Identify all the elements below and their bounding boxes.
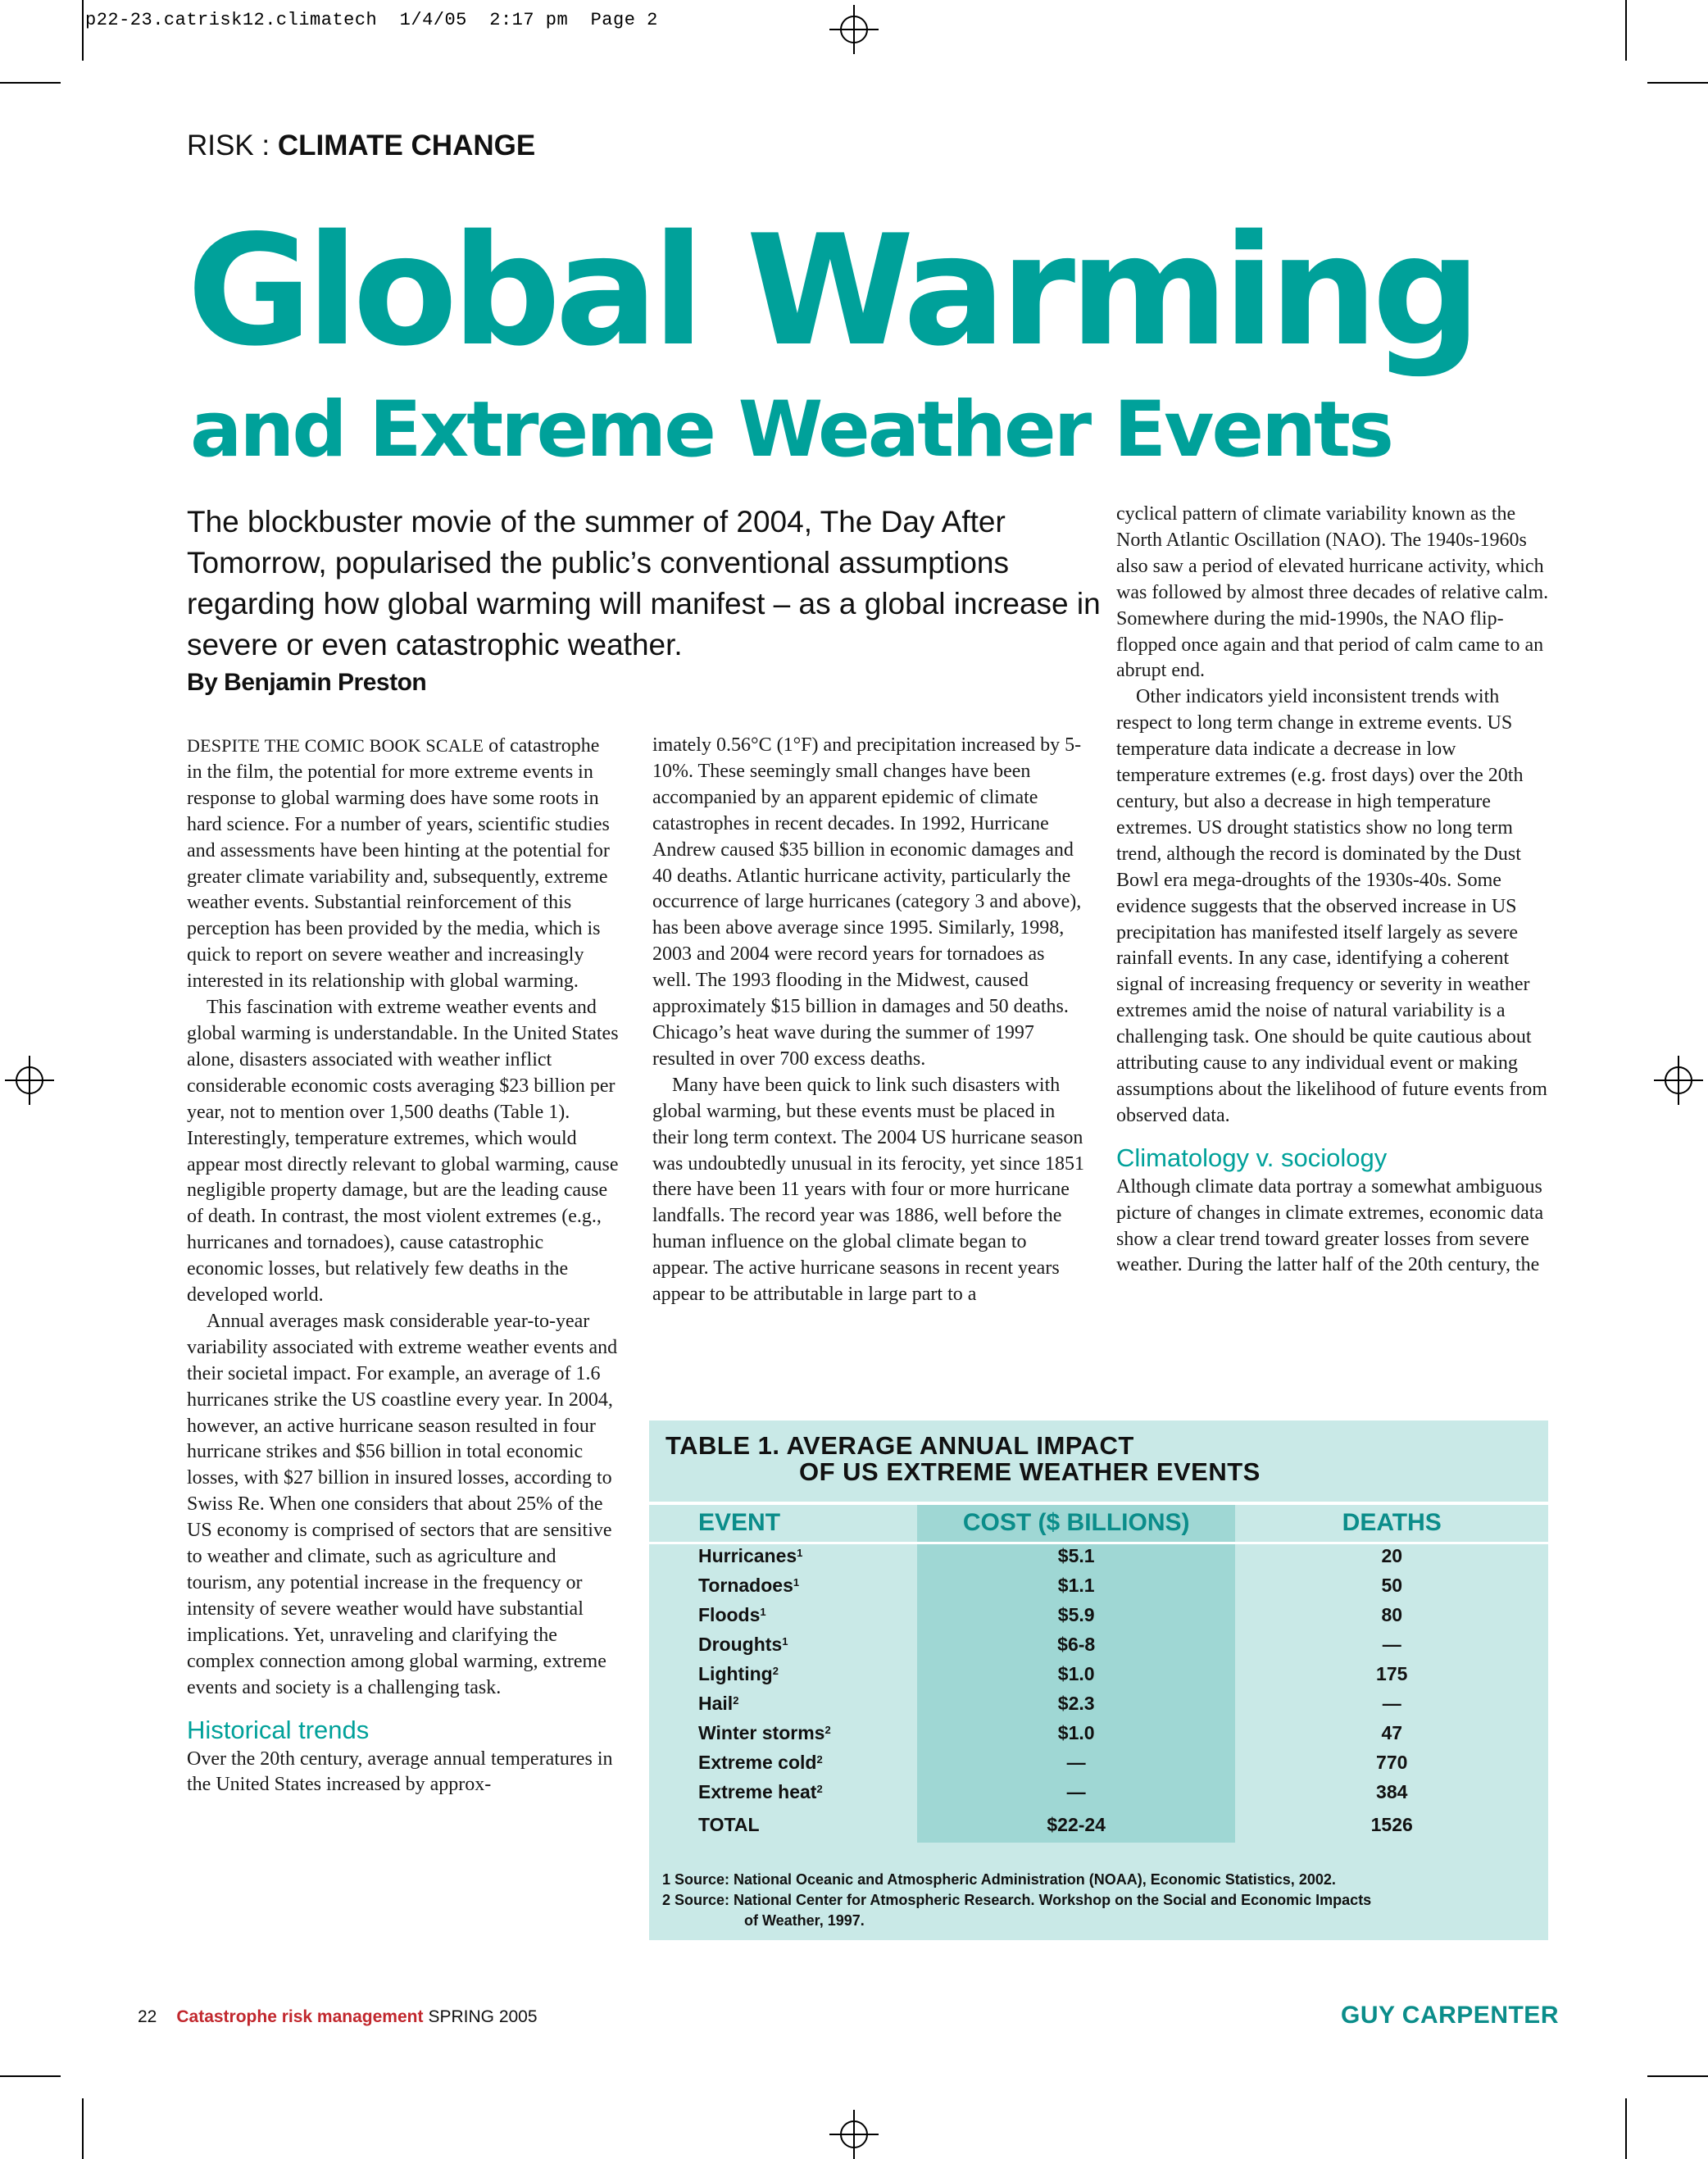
footer-folio — [138, 2007, 538, 2027]
cost-cell: — — [917, 1777, 1236, 1807]
cost-cell: $1.0 — [917, 1718, 1236, 1748]
headline: Global Warming — [187, 202, 1476, 380]
table-row — [649, 1689, 1548, 1718]
subhead-historical-trends: Historical trends — [187, 1715, 370, 1744]
lead-in: DESPITE THE COMIC BOOK SCALE — [187, 735, 484, 756]
crop-mark — [82, 0, 84, 61]
table-divider — [649, 1502, 1548, 1505]
section-prefix: RISK : — [187, 130, 278, 161]
paragraph: Over the 20th century, average annual temperatures in the United States increased by approx- — [187, 1748, 613, 1796]
event-label: Winter storms — [698, 1721, 825, 1743]
paragraph — [187, 733, 620, 995]
cost-cell: $5.1 — [917, 1541, 1236, 1570]
section-label — [187, 130, 535, 162]
paragraph-text: of catastrophe in the film, the potential for more extreme events in response to global warming does have some roots in hard science. For a number of years, scientific studies and assessments have been hinting at the potential for greater climate variability and, subsequently, extreme weather events. Substantial reinforcement of this perception has been provided by the media, which is quick to report on severe weather and increasingly interested in its relationship with global warming. — [187, 735, 610, 993]
deaths-cell: 384 — [1235, 1777, 1548, 1807]
event-label: Tornadoes — [698, 1574, 793, 1596]
event-label: Droughts — [698, 1633, 783, 1655]
subheadline: and Extreme Weather Events — [190, 385, 1392, 475]
event-label: Floods — [698, 1603, 761, 1625]
paragraph: Other indicators yield inconsistent trends with respect to long term change in extreme events. US temperature data indicate a decrease in low temperature extremes (e.g. frost days) over the 20th century, but also a decrease in high temperature extremes. US drought statistics show no long term trend, although the record is dominated by the Dust Bowl era mega-droughts of the 1930s-40s. Some evidence suggests that the observed increase in US precipitation has manifested itself largely as severe rainfall events. In any case, identifying a coherent signal of increasing frequency or severity in weather extremes amid the noise of natural variability is a challenging task. One should be quite cautious about attributing cause to any individual event or making assumptions about the likelihood of future events from observed data. — [1116, 686, 1547, 1126]
paragraph: Annual averages mask considerable year-to-year variability associated with extreme weather events and their societal impact. For example, an average of 1.6 hurricanes strike the US coastline every year. In 2004, however, an active hurricane season resulted in four hurricane strikes and $56 billion in total economic losses, with $27 billion in insured losses, according to Swiss Re. When one considers that about 25% of the US economy is comprised of sectors that are sensitive to weather and climate, such as agriculture and tourism, any potential increase in the frequency or intensity of severe weather would have substantial implications. Yet, unraveling and clarifying the complex connection among global warming, extreme events and society is a challenging task. — [187, 1310, 618, 1698]
total-label: TOTAL — [649, 1807, 917, 1843]
crop-mark — [0, 2075, 61, 2077]
cost-cell: — — [917, 1748, 1236, 1777]
footnote-ref: 2 — [816, 1752, 823, 1766]
crop-mark — [1625, 2098, 1627, 2159]
impact-table — [649, 1505, 1548, 1843]
paragraph: This fascination with extreme weather events and global warming is understandable. In the United States alone, disasters associated with weather inflict considerable economic costs averaging $23 billion per year, not to mention over 1,500 deaths (Table 1). Interestingly, temperature extremes, which would appear most directly relevant to global warming, cause negligible property damage, but are the leading cause of death. In contrast, the most violent extremes (e.g., hurricanes and tornadoes), cause catastrophic economic losses, but relatively few deaths in the developed world. — [187, 997, 619, 1307]
body-column-3 — [1116, 502, 1549, 1279]
event-cell — [649, 1570, 917, 1600]
event-label: Lighting — [698, 1662, 773, 1684]
table-note: of Weather, 1997. — [744, 1912, 865, 1929]
event-label: Hurricanes — [698, 1544, 797, 1566]
paragraph: imately 0.56°C (1°F) and precipitation increased by 5-10%. These seemingly small changes have been accompanied by an apparent epidemic of climate catastrophes in recent decades. In 1992, Hurricane Andrew caused $35 billion in economic damages and 40 deaths. Atlantic hurricane activity, particularly the occurrence of large hurricanes (category 3 and above), has been above average since 1995. Similarly, 1998, 2003 and 2004 were record years for tornadoes as well. The 1993 flooding in the Midwest, caused approximately $15 billion in damages and 50 deaths. Chicago’s heat wave during the summer of 1997 resulted in over 700 excess deaths. — [652, 734, 1082, 1070]
subhead-climatology: Climatology v. sociology — [1116, 1143, 1388, 1172]
body-column-2 — [652, 733, 1085, 1308]
issue-season: SPRING 2005 — [428, 2007, 538, 2026]
event-cell — [649, 1718, 917, 1748]
deaths-cell: 20 — [1235, 1541, 1548, 1570]
footnote-ref: 1 — [797, 1546, 803, 1559]
table-row — [649, 1629, 1548, 1659]
table-row — [649, 1570, 1548, 1600]
paragraph: Although climate data portray a somewhat ambiguous picture of changes in climate extremes, economic data show a clear trend toward greater losses from severe weather. During the latter half of the 20th century, the — [1116, 1175, 1544, 1276]
byline: By Benjamin Preston — [187, 669, 427, 696]
event-label: Extreme heat — [698, 1780, 817, 1802]
page-number: 22 — [138, 2007, 157, 2026]
event-label: Extreme cold — [698, 1751, 817, 1773]
header-deaths: DEATHS — [1235, 1505, 1548, 1541]
deaths-cell: 47 — [1235, 1718, 1548, 1748]
footnote-ref: 2 — [733, 1693, 739, 1707]
footnote-ref: 2 — [824, 1723, 831, 1736]
event-cell — [649, 1689, 917, 1718]
brand-logo: GUY CARPENTER — [1341, 2002, 1559, 2029]
footnote-ref: 1 — [793, 1575, 800, 1589]
table-header-row — [649, 1505, 1548, 1541]
deaths-cell: 50 — [1235, 1570, 1548, 1600]
cost-cell: $5.9 — [917, 1600, 1236, 1629]
registration-mark-icon — [829, 5, 879, 54]
registration-mark-icon — [5, 1056, 54, 1105]
cost-cell: $1.1 — [917, 1570, 1236, 1600]
event-cell — [649, 1748, 917, 1777]
table-title-line: OF US EXTREME WEATHER EVENTS — [799, 1457, 1261, 1486]
publication-name: Catastrophe risk management — [176, 2007, 424, 2026]
table-row — [649, 1541, 1548, 1570]
table-row — [649, 1600, 1548, 1629]
paragraph: Many have been quick to link such disasters with global warming, but these events must be placed in their long term context. The 2004 US hurricane season was undoubtedly unusual in its ferocity, yet since 1851 there have been 11 years with four or more hurricane landfalls. The record year was 1886, well before the human influence on the global climate began to appear. The active hurricane seasons in recent years appear to be attributable in large part to a — [652, 1074, 1085, 1306]
footnote-ref: 1 — [760, 1605, 766, 1618]
header-cost: COST ($ BILLIONS) — [917, 1505, 1236, 1541]
printer-slug: p22-23.catrisk12.climatech 1/4/05 2:17 pm Page 2 — [85, 10, 658, 30]
table-title-line: TABLE 1. AVERAGE ANNUAL IMPACT — [665, 1431, 1134, 1460]
table-note: 1 Source: National Oceanic and Atmospheric Administration (NOAA), Economic Statistics, 2002. — [662, 1871, 1336, 1888]
table-total-row — [649, 1807, 1548, 1843]
table-row — [649, 1659, 1548, 1689]
deaths-cell: 770 — [1235, 1748, 1548, 1777]
crop-mark — [82, 2098, 84, 2159]
footnote-ref: 2 — [816, 1782, 823, 1795]
deaths-cell: 175 — [1235, 1659, 1548, 1689]
event-cell — [649, 1541, 917, 1570]
table-notes — [662, 1870, 1371, 1931]
crop-mark — [1647, 2075, 1708, 2077]
cost-cell: $2.3 — [917, 1689, 1236, 1718]
event-cell — [649, 1600, 917, 1629]
table-title — [665, 1433, 1261, 1485]
header-event: EVENT — [649, 1505, 917, 1541]
event-cell — [649, 1777, 917, 1807]
crop-mark — [1625, 0, 1627, 61]
footnote-ref: 1 — [782, 1634, 788, 1648]
deaths-cell: 80 — [1235, 1600, 1548, 1629]
crop-mark — [1647, 82, 1708, 84]
event-cell — [649, 1659, 917, 1689]
table-row — [649, 1777, 1548, 1807]
deaths-cell: — — [1235, 1629, 1548, 1659]
body-column-1 — [187, 733, 620, 1798]
paragraph: cyclical pattern of climate variability known as the North Atlantic Oscillation (NAO). The 1940s-1960s also saw a period of elevated hurricane activity, which was followed by almost three decades of relative calm. Somewhere during the mid-1990s, the NAO flip-flopped once again and that period of calm came to an abrupt end. — [1116, 503, 1549, 682]
cost-cell: $6-8 — [917, 1629, 1236, 1659]
deck: The blockbuster movie of the summer of 2004, The Day After Tomorrow, popularised the public’s conventional assumptions regarding how global warming will manifest – as a global increase in severe or even catastrophic weather. — [187, 505, 1101, 661]
section-name: CLIMATE CHANGE — [277, 130, 536, 161]
table-divider — [649, 1542, 1548, 1544]
total-deaths: 1526 — [1235, 1807, 1548, 1843]
table-row — [649, 1718, 1548, 1748]
deaths-cell: — — [1235, 1689, 1548, 1718]
table-note: 2 Source: National Center for Atmospheric Research. Workshop on the Social and Economic Impacts — [662, 1892, 1372, 1908]
event-label: Hail — [698, 1692, 734, 1714]
total-cost: $22-24 — [917, 1807, 1236, 1843]
registration-mark-icon — [1654, 1056, 1703, 1105]
footnote-ref: 2 — [772, 1664, 779, 1677]
registration-mark-icon — [829, 2110, 879, 2159]
cost-cell: $1.0 — [917, 1659, 1236, 1689]
table-row — [649, 1748, 1548, 1777]
event-cell — [649, 1629, 917, 1659]
crop-mark — [0, 82, 61, 84]
